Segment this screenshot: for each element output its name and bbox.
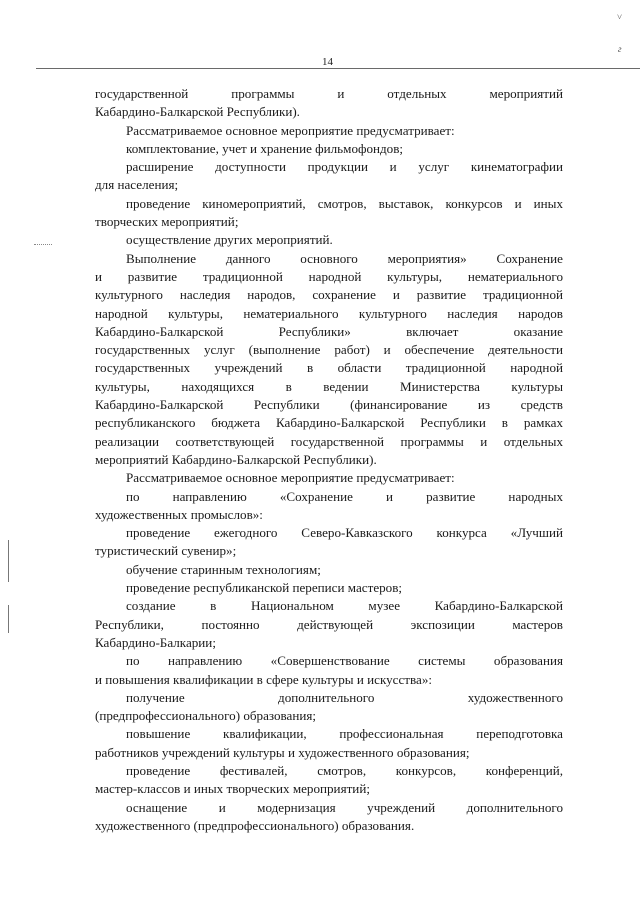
text-line: культуры, находящихся в ведении Министерства культуры [95, 378, 563, 394]
text-line: мероприятий Кабардино-Балкарской Республики). [95, 451, 377, 467]
text-line: создание в Национальном музее Кабардино-Балкарской [126, 598, 563, 614]
text-line: культурного наследия народов, сохранение и развитие традиционной [95, 287, 563, 303]
text-line: обучение старинным технологиям; [126, 561, 321, 577]
scan-mark-corner: г [618, 44, 622, 54]
text-line: художественного (предпрофессионального) образования. [95, 817, 415, 833]
text-line: (предпрофессионального) образования; [95, 708, 317, 724]
text-line: творческих мероприятий; [95, 214, 239, 230]
text-line: государственных учреждений в области традиционной народной [95, 360, 563, 376]
text-line: государственных услуг (выполнение работ) и обеспечение деятельности [95, 342, 563, 358]
text-line: Республики, постоянно действующей экспозиции мастеров [95, 616, 563, 632]
text-line: проведение киномероприятий, смотров, выставок, конкурсов и иных [126, 195, 563, 211]
text-line: проведение республиканской переписи мастеров; [126, 580, 403, 596]
text-line: комплектование, учет и хранение фильмофондов; [126, 140, 404, 156]
text-line: художественных промыслов»: [95, 506, 263, 522]
text-line: проведение фестивалей, смотров, конкурсов, конференций, [126, 762, 563, 778]
text-line: реализации соответствующей государственной программы и отдельных [95, 433, 563, 449]
text-line: мастер-классов и иных творческих мероприятий; [95, 781, 370, 797]
text-line: Выполнение данного основного мероприятия» Сохранение [126, 250, 563, 266]
text-line: работников учреждений культуры и художественного образования; [95, 744, 470, 760]
text-line: Кабардино-Балкарской Республики» включает оказание [95, 323, 563, 339]
text-line: народной культуры, нематериального культурного наследия народов [95, 305, 563, 321]
text-line: Рассматриваемое основное мероприятие предусматривает: [126, 122, 455, 138]
page-number: 14 [322, 56, 333, 68]
text-line: республиканского бюджета Кабардино-Балкарской Республики в рамках [95, 415, 563, 431]
text-line: Кабардино-Балкарской Республики (финансирование из средств [95, 397, 563, 413]
text-line: по направлению «Сохранение и развитие народных [126, 488, 563, 504]
text-line: оснащение и модернизация учреждений дополнительного [126, 799, 563, 815]
text-line: государственной программы и отдельных мероприятий [95, 86, 563, 101]
text-line: по направлению «Совершенствование системы образования [126, 653, 563, 669]
body-text [95, 85, 563, 835]
text-line: Кабардино-Балкарии; [95, 634, 216, 650]
margin-tick [34, 244, 52, 245]
scan-artifact-line [8, 540, 9, 582]
text-line: Кабардино-Балкарской Республики). [95, 104, 300, 120]
header-rule [36, 68, 640, 69]
text-line: для населения; [95, 177, 179, 193]
scan-mark-top: ˅ [617, 12, 623, 22]
text-line: осуществление других мероприятий. [126, 232, 333, 248]
text-line: и повышения квалификации в сфере культуры и искусства»: [95, 671, 433, 687]
text-line: Рассматриваемое основное мероприятие предусматривает: [126, 470, 455, 486]
text-line: получение дополнительного художественного [126, 689, 563, 705]
text-line: проведение ежегодного Северо-Кавказского конкурса «Лучший [126, 525, 563, 541]
text-line: туристический сувенир»; [95, 543, 237, 559]
scan-artifact-line [8, 605, 9, 633]
text-line: и развитие традиционной народной культуры, нематериального [95, 268, 563, 284]
text-line: расширение доступности продукции и услуг кинематографии [126, 159, 563, 175]
text-line: повышение квалификации, профессиональная переподготовка [126, 726, 563, 742]
